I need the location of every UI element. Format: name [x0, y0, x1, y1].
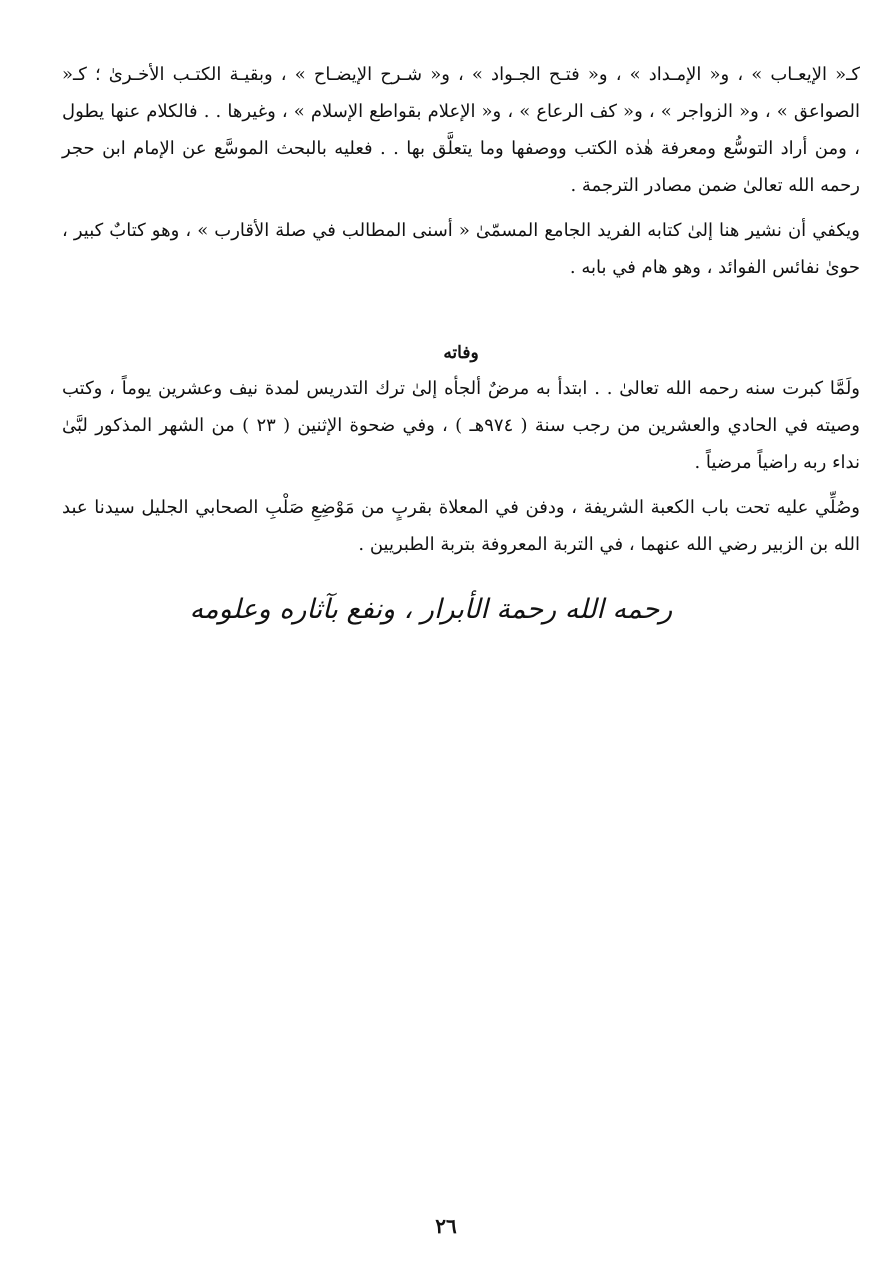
page-number: ٢٦ — [435, 1214, 457, 1238]
death-paragraph-2: وصُلِّي عليه تحت باب الكعبة الشريفة ، ودفن في المعلاة بقربٍ من مَوْضِعِ صَلْبِ الصحابي الجليل سيدنا عبد الله بن الزبير رضي الله عنهما ، في التربة المعروفة بتربة الطبريين . — [62, 497, 860, 555]
death-paragraph-1: ولَمَّا كبرت سنه رحمه الله تعالىٰ . . ابتدأ به مرضٌ ألجأه إلىٰ ترك التدريس لمدة نيف وعشرين يوماً ، وكتب وصيته في الحادي والعشرين من رجب سنة ( ٩٧٤هـ ) ، وفي ضحوة الإثنين ( ٢٣ ) من الشهر المذكور لبَّىٰ نداء ربه راضياً مرضياً . — [62, 378, 860, 473]
intro-paragraph-1: كـ« الإيعـاب » ، و« الإمـداد » ، و« فتـح الجـواد » ، و« شـرح الإيضـاح » ، وبقيـة الكتـب الأخـرىٰ ؛ كـ« الصواعق » ، و« الزواجر » ، و« كف الرعاع » ، و« الإعلام بقواطع الإسلام » ، وغيرها . . فالكلام عنها يطول ، ومن أراد التوسُّع ومعرفة هٰذه الكتب ووصفها وما يتعلَّق بها . . فعليه بالبحث الموسَّع عن الإمام ابن حجر رحمه الله تعالىٰ ضمن مصادر الترجمة . — [62, 64, 860, 196]
page-body — [62, 56, 860, 635]
closing-calligraphy: رحمه الله رحمة الأبرار ، ونفع بآثاره وعلومه — [189, 594, 673, 625]
intro-paragraph-2: ويكفي أن نشير هنا إلىٰ كتابه الفريد الجامع المسمّىٰ « أسنى المطالب في صلة الأقارب » ، وهو كتابٌ كبير ، حوىٰ نفائس الفوائد ، وهو هام في بابه . — [62, 220, 860, 278]
section-heading-death: وفاته — [443, 343, 479, 363]
